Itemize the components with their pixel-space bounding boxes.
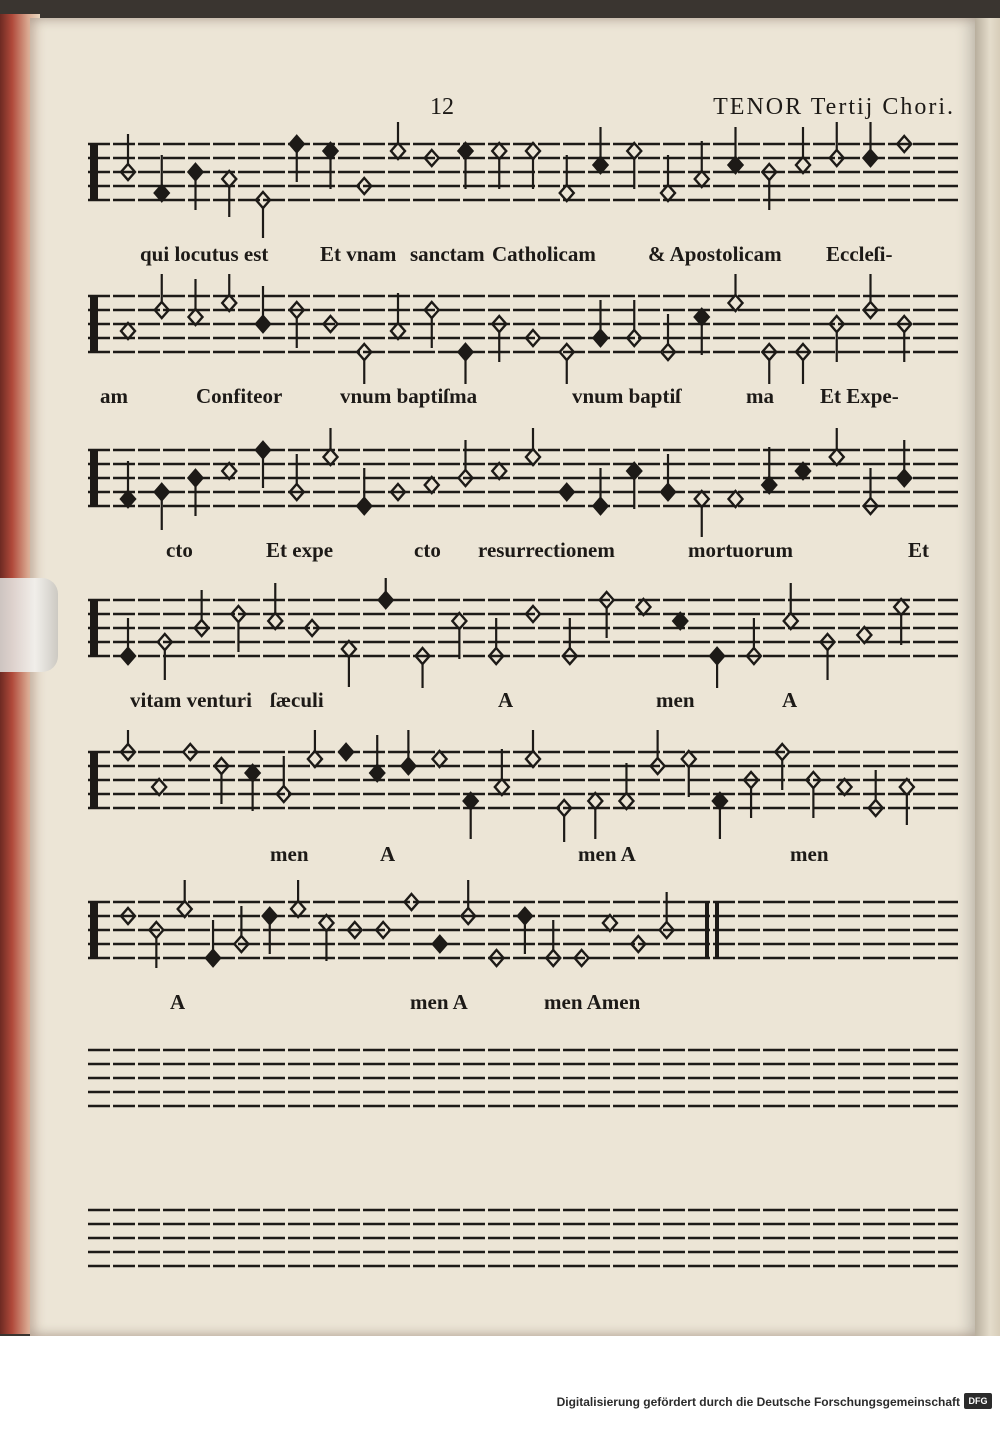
note [796, 127, 810, 173]
staff [88, 428, 958, 538]
note-head [710, 648, 724, 664]
note [526, 730, 540, 767]
note [178, 880, 192, 917]
lyric-line [88, 688, 958, 722]
note [425, 477, 439, 493]
note [391, 122, 405, 159]
lyric-syllable: am [100, 384, 128, 408]
note [762, 344, 776, 384]
note-head [682, 751, 696, 767]
clef-mark [90, 902, 98, 958]
lyric-line [88, 538, 958, 572]
note-head [526, 449, 540, 465]
staff [88, 274, 958, 384]
note [784, 583, 798, 629]
lyric-syllable: vnum baptiſma [340, 384, 478, 408]
note-head [560, 185, 574, 201]
note-head [900, 779, 914, 795]
note-head [189, 164, 203, 180]
page-header [30, 94, 975, 124]
lyric-syllable: men [270, 842, 309, 866]
lyric-syllable: sanctam [410, 242, 485, 266]
note-head [155, 484, 169, 500]
note-head [627, 143, 641, 159]
note [762, 447, 776, 493]
note [222, 463, 236, 479]
staff [88, 122, 958, 242]
staff [88, 1188, 958, 1288]
note-head [155, 185, 169, 201]
note [830, 428, 844, 465]
note-head [594, 330, 608, 346]
note [370, 735, 384, 781]
note [379, 578, 393, 608]
clef-mark [90, 600, 98, 656]
note [495, 749, 509, 795]
staff-system-8-empty [88, 1188, 958, 1288]
staff-system-6 [88, 880, 958, 1024]
lyric-syllable: mortuorum [688, 538, 793, 562]
barline [705, 902, 709, 958]
note-head [526, 143, 540, 159]
note [492, 143, 506, 189]
note [339, 744, 353, 760]
next-page-edge [975, 18, 1000, 1336]
note-head [459, 344, 473, 360]
lyric-syllable: Catholicam [492, 242, 596, 266]
note-head [729, 295, 743, 311]
note-head [492, 143, 506, 159]
note-head [464, 793, 478, 809]
note-head [263, 908, 277, 924]
note-head [796, 463, 810, 479]
note-head [401, 758, 415, 774]
note [627, 143, 641, 189]
lyric-syllable: & Apostolicam [648, 242, 782, 266]
lyric-syllable: qui locutus est [140, 242, 269, 266]
lyric-line [88, 842, 958, 876]
note-head [619, 793, 633, 809]
note [729, 491, 743, 507]
note-head [627, 463, 641, 479]
note-head [268, 613, 282, 629]
note [619, 763, 633, 809]
note-head [178, 901, 192, 917]
note [342, 641, 356, 687]
note [121, 461, 135, 507]
note-head [526, 751, 540, 767]
staff-system-2 [88, 274, 958, 418]
note-head [661, 484, 675, 500]
note [695, 309, 709, 355]
lyric-syllable: A [782, 688, 798, 712]
note-head [222, 295, 236, 311]
note [857, 627, 871, 643]
note [560, 155, 574, 201]
lyric-line [88, 242, 958, 276]
note-head [830, 449, 844, 465]
note-head [518, 908, 532, 924]
note [357, 344, 371, 384]
note [894, 599, 908, 645]
note [324, 428, 338, 465]
note [152, 779, 166, 795]
note-head [324, 449, 338, 465]
note-head [695, 309, 709, 325]
note-head [729, 157, 743, 173]
note [838, 779, 852, 795]
lyric-syllable: men A [578, 842, 636, 866]
note-head [603, 915, 617, 931]
note-head [370, 765, 384, 781]
note [695, 491, 709, 537]
lyric-syllable: resurrectionem [478, 538, 615, 562]
lyric-syllable: men Amen [544, 990, 641, 1014]
note [526, 428, 540, 465]
staff [88, 578, 958, 688]
note-head [864, 150, 878, 166]
note [433, 936, 447, 952]
note-head [342, 641, 356, 657]
note-head [189, 309, 203, 325]
note [588, 793, 602, 839]
note-head [695, 171, 709, 187]
note [246, 765, 260, 811]
note-head [152, 779, 166, 795]
staff [88, 1028, 958, 1128]
note [729, 274, 743, 311]
note-head [291, 901, 305, 917]
lyric-syllable: ſæculi [270, 688, 324, 712]
note-head [713, 793, 727, 809]
note-head [121, 648, 135, 664]
staff [88, 880, 958, 990]
barline [715, 902, 719, 958]
note [121, 323, 135, 339]
note-head [661, 185, 675, 201]
note [391, 293, 405, 339]
note-head [189, 470, 203, 486]
note-head [256, 442, 270, 458]
note-head [425, 477, 439, 493]
lyric-syllable: A [170, 990, 186, 1014]
lyric-syllable: Eccleſi- [826, 242, 893, 266]
note-head [290, 136, 304, 152]
clef-mark [90, 752, 98, 808]
note-head [121, 491, 135, 507]
note-head [391, 143, 405, 159]
lyric-syllable: cto [166, 538, 193, 562]
note [268, 583, 282, 629]
clef-mark [90, 296, 98, 352]
note [459, 143, 473, 189]
note-head [324, 143, 338, 159]
note-head [594, 157, 608, 173]
staff-system-4 [88, 578, 958, 722]
note [713, 793, 727, 839]
note-head [857, 627, 871, 643]
note-head [246, 765, 260, 781]
note [557, 800, 571, 842]
note-head [433, 936, 447, 952]
note [594, 127, 608, 173]
digitization-credit: Digitalisierung gefördert durch die Deutsche Forschungsgemeinschaft [556, 1395, 960, 1409]
lyric-syllable: men A [410, 990, 468, 1014]
note [636, 599, 650, 615]
staff-system-5 [88, 730, 958, 876]
note [319, 915, 333, 961]
page-clip [0, 578, 58, 672]
lyric-line [88, 384, 958, 418]
note-head [495, 779, 509, 795]
note [603, 915, 617, 931]
note [796, 463, 810, 479]
note-head [588, 793, 602, 809]
lyric-syllable: men [790, 842, 829, 866]
note-head [308, 751, 322, 767]
note-head [452, 613, 466, 629]
note [189, 279, 203, 325]
lyric-syllable: men [656, 688, 695, 712]
note-head [319, 915, 333, 931]
note [526, 143, 540, 189]
note-head [357, 498, 371, 514]
note-head [784, 613, 798, 629]
lyric-syllable: Et vnam [320, 242, 397, 266]
note [492, 463, 506, 479]
note-head [222, 463, 236, 479]
clef-mark [90, 450, 98, 506]
note [560, 344, 574, 384]
note-head [729, 491, 743, 507]
note [222, 171, 236, 217]
staff-system-7-empty [88, 1028, 958, 1128]
note [627, 463, 641, 509]
note [695, 141, 709, 187]
lyric-syllable: vitam venturi [130, 688, 252, 712]
lyric-syllable: Et expe [266, 538, 334, 562]
note [222, 274, 236, 311]
note-head [762, 477, 776, 493]
note-head [897, 470, 911, 486]
note-head [222, 171, 236, 187]
staff-system-3 [88, 428, 958, 572]
note [155, 155, 169, 201]
staff [88, 730, 958, 842]
note [459, 344, 473, 384]
note [121, 730, 135, 760]
lyric-syllable: ma [746, 384, 774, 408]
lyric-syllable: vnum baptiſ [572, 384, 682, 408]
note-head [894, 599, 908, 615]
note [710, 648, 724, 688]
note [324, 143, 338, 189]
dfg-logo: DFG [964, 1393, 992, 1409]
staff-system-1 [88, 122, 958, 276]
note-head [459, 143, 473, 159]
music-page [30, 18, 975, 1336]
page-number: 12 [430, 94, 454, 120]
note-head [121, 323, 135, 339]
note [452, 613, 466, 659]
note-head [695, 491, 709, 507]
lyric-syllable: Confiteor [196, 384, 283, 408]
note-head [256, 316, 270, 332]
note [308, 730, 322, 767]
note [673, 613, 687, 629]
footer-bar [0, 1336, 1000, 1440]
lyric-syllable: A [380, 842, 396, 866]
note-head [492, 463, 506, 479]
note-head [838, 779, 852, 795]
note [433, 751, 447, 767]
note [729, 127, 743, 173]
note-head [391, 323, 405, 339]
note-head [339, 744, 353, 760]
note [796, 344, 810, 384]
note-head [206, 950, 220, 966]
lyric-syllable: A [498, 688, 514, 712]
lyric-syllable: cto [414, 538, 441, 562]
clef-mark [90, 144, 98, 200]
note-head [673, 613, 687, 629]
running-title: TENOR Tertij Chori. [713, 94, 955, 120]
lyric-line [88, 990, 958, 1024]
lyric-syllable: Et Expe- [820, 384, 899, 408]
lyric-syllable: Et [908, 538, 929, 562]
note [560, 484, 574, 500]
note [291, 880, 305, 917]
note-head [796, 157, 810, 173]
note-head [560, 484, 574, 500]
note [900, 779, 914, 825]
note [464, 793, 478, 839]
note [682, 751, 696, 797]
note-head [379, 592, 393, 608]
note-head [636, 599, 650, 615]
note [661, 155, 675, 201]
note-head [594, 498, 608, 514]
note-head [433, 751, 447, 767]
note [416, 648, 430, 688]
